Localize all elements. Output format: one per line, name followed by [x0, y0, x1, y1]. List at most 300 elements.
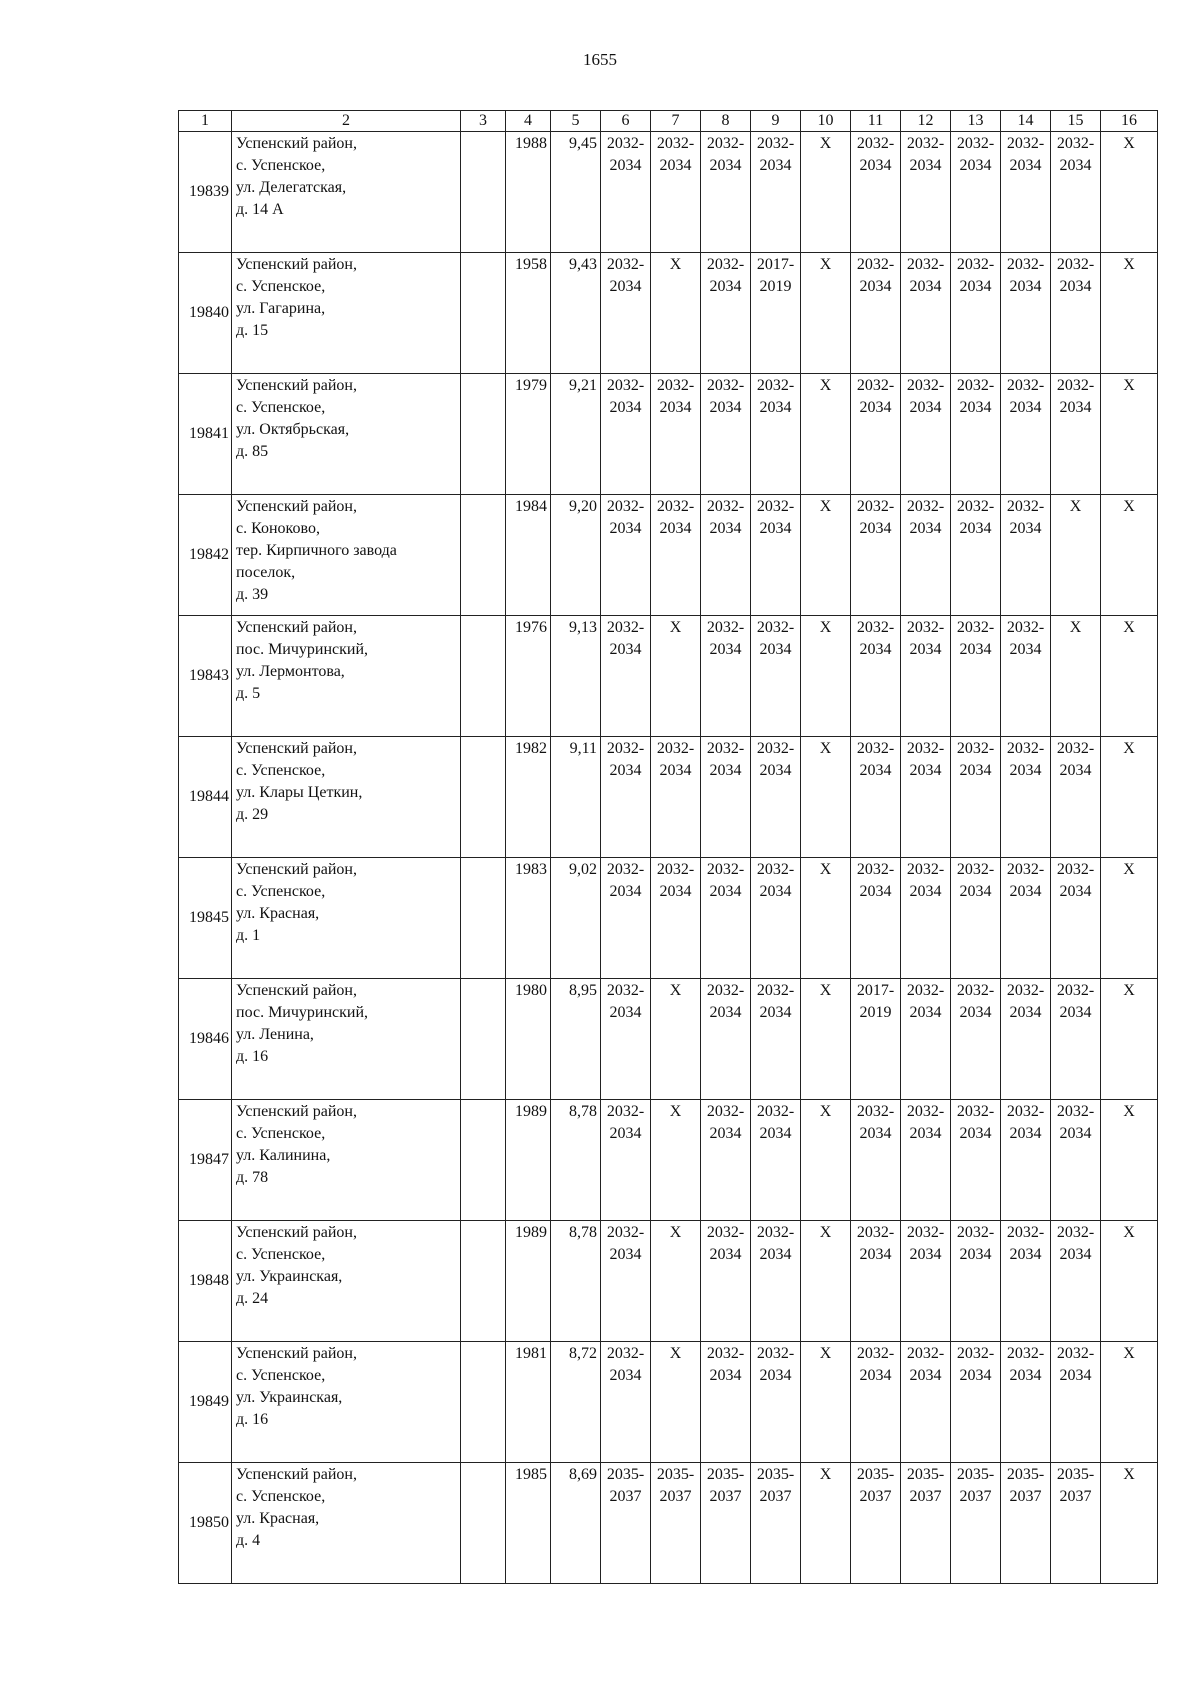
period-text: 2032-	[606, 1345, 645, 1362]
period-text: 2032-	[756, 619, 795, 636]
column-header-9: 9	[751, 111, 801, 132]
period-cell-col-6	[601, 374, 651, 495]
year-cell: 1985	[506, 1463, 551, 1584]
address-cell	[232, 1463, 461, 1584]
period-cell-col-9	[751, 253, 801, 374]
period-text: 2032-	[906, 982, 945, 999]
period-text: 2032-	[956, 377, 995, 394]
period-text: X	[1123, 982, 1135, 999]
period-text: 2037	[859, 1488, 892, 1505]
period-text: 2034	[1009, 1125, 1042, 1142]
column-3-cell	[461, 132, 506, 253]
period-text: 2032-	[956, 256, 995, 273]
period-cell-col-7	[651, 616, 701, 737]
address-cell	[232, 374, 461, 495]
address-line: ул. Красная,	[236, 905, 320, 922]
period-cell-col-15	[1051, 858, 1101, 979]
period-text: 2032-	[1006, 1103, 1045, 1120]
period-cell-col-10	[801, 374, 851, 495]
period-text: 2034	[1009, 1246, 1042, 1263]
housing-register-table	[178, 110, 1158, 1584]
period-cell-col-15	[1051, 737, 1101, 858]
column-header-14: 14	[1001, 111, 1051, 132]
period-cell-col-11	[851, 858, 901, 979]
value-cell: 9,02	[551, 858, 601, 979]
period-cell-col-16	[1101, 616, 1158, 737]
year-cell: 1981	[506, 1342, 551, 1463]
period-text: 2034	[859, 883, 892, 900]
address-line: Успенский район,	[236, 1466, 357, 1483]
period-cell-col-13	[951, 1342, 1001, 1463]
column-3-cell	[461, 1221, 506, 1342]
row-number: 19847	[179, 1100, 232, 1221]
period-text: X	[1069, 498, 1082, 515]
period-text: 2032-	[606, 861, 645, 878]
column-3-cell	[461, 1463, 506, 1584]
value-cell: 9,45	[551, 132, 601, 253]
period-cell-col-16	[1101, 1342, 1158, 1463]
value-cell: 9,20	[551, 495, 601, 616]
period-text: 2032-	[956, 619, 995, 636]
period-cell-col-16	[1101, 374, 1158, 495]
address-cell	[232, 616, 461, 737]
period-cell-col-13	[951, 737, 1001, 858]
period-cell-col-9	[751, 374, 801, 495]
period-cell-col-7	[651, 979, 701, 1100]
period-text: 2034	[959, 883, 992, 900]
period-text: 2032-	[756, 498, 795, 515]
period-cell-col-14	[1001, 495, 1051, 616]
period-text: 2034	[709, 762, 742, 779]
period-text: 2034	[609, 1367, 642, 1384]
period-text: 2032-	[606, 256, 645, 273]
period-cell-col-7	[651, 132, 701, 253]
period-cell-col-9	[751, 1100, 801, 1221]
period-text: 2034	[959, 641, 992, 658]
period-text: 2034	[1009, 641, 1042, 658]
period-text: X	[1123, 377, 1135, 394]
year-cell: 1988	[506, 132, 551, 253]
column-header-3: 3	[461, 111, 506, 132]
period-text: 2032-	[606, 1224, 645, 1241]
period-cell-col-8	[701, 132, 751, 253]
period-cell-col-10	[801, 616, 851, 737]
period-text: 2034	[1009, 1367, 1042, 1384]
period-text: 2034	[1059, 1367, 1092, 1384]
period-text: 2034	[609, 1125, 642, 1142]
period-text: 2032-	[1006, 861, 1045, 878]
period-text: X	[819, 1103, 832, 1120]
period-text: X	[819, 1345, 832, 1362]
period-text: 2032-	[906, 1224, 945, 1241]
period-text: 2034	[909, 520, 942, 537]
address-cell	[232, 1100, 461, 1221]
period-cell-col-8	[701, 374, 751, 495]
address-line: тер. Кирпичного завода	[236, 542, 397, 559]
address-line: с. Успенское,	[236, 1367, 326, 1384]
column-header-11: 11	[851, 111, 901, 132]
address-cell	[232, 495, 461, 616]
period-cell-col-16	[1101, 1100, 1158, 1221]
period-text: 2034	[709, 1125, 742, 1142]
period-text: 2032-	[856, 256, 895, 273]
period-text: 2034	[909, 641, 942, 658]
period-text: 2032-	[706, 982, 745, 999]
address-line: Успенский район,	[236, 1345, 357, 1362]
address-line: с. Успенское,	[236, 762, 326, 779]
period-text: 2032-	[756, 1224, 795, 1241]
address-line: Успенский район,	[236, 1224, 357, 1241]
table-row	[179, 1342, 1158, 1463]
period-cell-col-13	[951, 374, 1001, 495]
period-text: X	[1123, 256, 1135, 273]
period-cell-col-15	[1051, 1100, 1101, 1221]
period-cell-col-16	[1101, 495, 1158, 616]
period-cell-col-11	[851, 253, 901, 374]
period-text: X	[669, 1345, 682, 1362]
year-cell: 1979	[506, 374, 551, 495]
period-cell-col-14	[1001, 1100, 1051, 1221]
column-header-10: 10	[801, 111, 851, 132]
period-cell-col-15	[1051, 495, 1101, 616]
period-text: 2034	[859, 641, 892, 658]
period-text: X	[1123, 1466, 1135, 1483]
period-text: 2032-	[756, 1103, 795, 1120]
period-text: 2032-	[756, 982, 795, 999]
period-cell-col-9	[751, 616, 801, 737]
period-text: X	[1123, 498, 1135, 515]
period-text: 2034	[759, 157, 792, 174]
period-text: 2037	[709, 1488, 742, 1505]
period-text: 2034	[759, 1246, 792, 1263]
period-text: 2035-	[756, 1466, 795, 1483]
period-text: 2034	[1009, 278, 1042, 295]
period-text: 2032-	[1006, 498, 1045, 515]
period-cell-col-12	[901, 858, 951, 979]
period-text: 2034	[1009, 157, 1042, 174]
period-text: 2032-	[1006, 135, 1045, 152]
period-cell-col-15	[1051, 374, 1101, 495]
period-text: 2034	[1009, 762, 1042, 779]
period-cell-col-12	[901, 737, 951, 858]
period-cell-col-16	[1101, 132, 1158, 253]
period-cell-col-16	[1101, 1221, 1158, 1342]
period-text: 2032-	[1056, 1345, 1095, 1362]
period-cell-col-8	[701, 253, 751, 374]
period-cell-col-6	[601, 858, 651, 979]
period-text: 2034	[709, 1004, 742, 1021]
period-cell-col-12	[901, 253, 951, 374]
period-text: 2032-	[1056, 1224, 1095, 1241]
period-text: 2032-	[1056, 135, 1095, 152]
period-text: 2032-	[956, 498, 995, 515]
period-cell-col-15	[1051, 616, 1101, 737]
period-text: 2035-	[856, 1466, 895, 1483]
period-text: 2032-	[756, 377, 795, 394]
period-cell-col-13	[951, 495, 1001, 616]
period-text: 2032-	[706, 740, 745, 757]
column-3-cell	[461, 1100, 506, 1221]
address-line: д. 78	[236, 1169, 269, 1186]
period-text: X	[1123, 1345, 1135, 1362]
period-text: 2032-	[756, 1345, 795, 1362]
address-line: ул. Лермонтова,	[236, 663, 345, 680]
period-text: 2034	[1009, 399, 1042, 416]
period-text: 2032-	[906, 740, 945, 757]
period-text: 2034	[859, 1367, 892, 1384]
address-line: Успенский район,	[236, 256, 357, 273]
period-cell-col-9	[751, 1342, 801, 1463]
address-line: Успенский район,	[236, 377, 357, 394]
address-line: Успенский район,	[236, 1103, 357, 1120]
period-text: 2034	[859, 1246, 892, 1263]
period-text: 2032-	[956, 861, 995, 878]
period-text: 2019	[859, 1004, 892, 1021]
address-line: ул. Делегатская,	[236, 179, 347, 196]
table-row	[179, 858, 1158, 979]
table-row	[179, 132, 1158, 253]
period-text: 2034	[1059, 1004, 1092, 1021]
period-text: X	[1123, 740, 1135, 757]
period-text: 2034	[1009, 520, 1042, 537]
period-text: 2032-	[606, 619, 645, 636]
period-text: 2034	[609, 762, 642, 779]
address-cell	[232, 1221, 461, 1342]
period-text: 2017-	[756, 256, 795, 273]
table-row	[179, 495, 1158, 616]
period-text: 2034	[1059, 1125, 1092, 1142]
period-text: X	[1123, 1224, 1135, 1241]
period-cell-col-13	[951, 1221, 1001, 1342]
address-line: д. 29	[236, 806, 269, 823]
period-text: 2034	[1059, 883, 1092, 900]
address-line: с. Успенское,	[236, 278, 326, 295]
period-text: 2032-	[1006, 256, 1045, 273]
column-header-4: 4	[506, 111, 551, 132]
row-number: 19841	[179, 374, 232, 495]
period-cell-col-12	[901, 132, 951, 253]
period-cell-col-13	[951, 1100, 1001, 1221]
period-text: 2032-	[606, 740, 645, 757]
address-cell	[232, 1342, 461, 1463]
address-line: д. 15	[236, 322, 269, 339]
period-text: X	[1069, 619, 1082, 636]
period-text: 2037	[759, 1488, 792, 1505]
period-cell-col-14	[1001, 737, 1051, 858]
period-cell-col-11	[851, 1100, 901, 1221]
period-text: 2034	[959, 1004, 992, 1021]
period-text: 2032-	[906, 861, 945, 878]
period-cell-col-12	[901, 1342, 951, 1463]
period-text: 2032-	[906, 1103, 945, 1120]
period-text: 2032-	[1006, 377, 1045, 394]
table-row	[179, 616, 1158, 737]
period-text: X	[819, 740, 832, 757]
period-text: 2035-	[906, 1466, 945, 1483]
period-text: 2034	[709, 641, 742, 658]
period-cell-col-7	[651, 1100, 701, 1221]
row-number: 19849	[179, 1342, 232, 1463]
period-cell-col-14	[1001, 374, 1051, 495]
period-text: 2032-	[706, 861, 745, 878]
period-text: 2034	[1009, 1004, 1042, 1021]
period-text: 2034	[609, 1004, 642, 1021]
period-text: 2034	[909, 762, 942, 779]
value-cell: 8,72	[551, 1342, 601, 1463]
period-cell-col-13	[951, 1463, 1001, 1584]
column-3-cell	[461, 1342, 506, 1463]
period-cell-col-9	[751, 495, 801, 616]
period-cell-col-9	[751, 1463, 801, 1584]
period-text: 2034	[909, 278, 942, 295]
year-cell: 1983	[506, 858, 551, 979]
value-cell: 9,13	[551, 616, 601, 737]
period-text: 2032-	[606, 135, 645, 152]
period-text: 2032-	[656, 377, 695, 394]
period-text: 2032-	[706, 619, 745, 636]
address-line: ул. Украинская,	[236, 1389, 343, 1406]
period-cell-col-11	[851, 1221, 901, 1342]
address-line: Успенский район,	[236, 498, 357, 515]
address-line: с. Коноково,	[236, 520, 320, 537]
period-text: 2035-	[656, 1466, 695, 1483]
address-cell	[232, 858, 461, 979]
period-cell-col-10	[801, 1100, 851, 1221]
period-text: 2034	[909, 1367, 942, 1384]
period-cell-col-8	[701, 858, 751, 979]
address-line: с. Успенское,	[236, 157, 326, 174]
period-cell-col-10	[801, 1463, 851, 1584]
period-text: 2034	[959, 157, 992, 174]
period-cell-col-12	[901, 979, 951, 1100]
column-3-cell	[461, 858, 506, 979]
period-cell-col-7	[651, 1463, 701, 1584]
period-text: 2034	[959, 278, 992, 295]
period-text: 2032-	[956, 740, 995, 757]
address-line: д. 4	[236, 1532, 261, 1549]
period-text: 2037	[1059, 1488, 1092, 1505]
address-line: д. 16	[236, 1048, 269, 1065]
period-cell-col-10	[801, 1342, 851, 1463]
period-cell-col-11	[851, 737, 901, 858]
period-cell-col-7	[651, 858, 701, 979]
row-number: 19839	[179, 132, 232, 253]
period-text: 2034	[709, 278, 742, 295]
address-line: с. Успенское,	[236, 883, 326, 900]
period-cell-col-12	[901, 616, 951, 737]
table-row	[179, 1463, 1158, 1584]
period-text: X	[819, 1466, 832, 1483]
period-text: 2034	[909, 1004, 942, 1021]
period-text: 2032-	[856, 377, 895, 394]
period-text: 2032-	[956, 1224, 995, 1241]
year-cell: 1958	[506, 253, 551, 374]
period-text: X	[669, 1103, 682, 1120]
period-text: 2032-	[656, 498, 695, 515]
table-row	[179, 1221, 1158, 1342]
period-cell-col-14	[1001, 1342, 1051, 1463]
value-cell: 9,21	[551, 374, 601, 495]
period-text: 2032-	[856, 498, 895, 515]
period-text: 2032-	[1056, 982, 1095, 999]
period-cell-col-14	[1001, 132, 1051, 253]
period-cell-col-8	[701, 1221, 751, 1342]
address-cell	[232, 253, 461, 374]
period-cell-col-16	[1101, 979, 1158, 1100]
period-text: X	[819, 861, 832, 878]
period-cell-col-11	[851, 495, 901, 616]
period-text: 2032-	[706, 498, 745, 515]
period-text: 2034	[1009, 883, 1042, 900]
address-line: д. 24	[236, 1290, 269, 1307]
value-cell: 8,69	[551, 1463, 601, 1584]
column-3-cell	[461, 737, 506, 858]
column-header-15: 15	[1051, 111, 1101, 132]
period-cell-col-6	[601, 132, 651, 253]
period-cell-col-6	[601, 1100, 651, 1221]
period-text: 2034	[959, 1125, 992, 1142]
period-text: 2032-	[1056, 256, 1095, 273]
period-text: 2035-	[706, 1466, 745, 1483]
address-line: д. 1	[236, 927, 261, 944]
period-text: 2032-	[706, 1103, 745, 1120]
row-number: 19848	[179, 1221, 232, 1342]
period-cell-col-8	[701, 1463, 751, 1584]
period-cell-col-8	[701, 1342, 751, 1463]
period-text: X	[819, 1224, 832, 1241]
period-text: 2032-	[1056, 377, 1095, 394]
period-text: X	[1123, 861, 1135, 878]
period-text: 2032-	[956, 1103, 995, 1120]
period-text: X	[1123, 619, 1135, 636]
period-cell-col-16	[1101, 1463, 1158, 1584]
year-cell: 1989	[506, 1221, 551, 1342]
year-cell: 1982	[506, 737, 551, 858]
period-text: 2032-	[906, 1345, 945, 1362]
period-cell-col-9	[751, 979, 801, 1100]
address-cell	[232, 737, 461, 858]
period-text: 2034	[609, 1246, 642, 1263]
column-header-1: 1	[179, 111, 232, 132]
address-line: Успенский район,	[236, 135, 357, 152]
period-text: 2034	[859, 399, 892, 416]
period-text: X	[819, 619, 832, 636]
value-cell: 8,78	[551, 1100, 601, 1221]
period-text: 2037	[959, 1488, 992, 1505]
period-text: 2032-	[706, 1345, 745, 1362]
address-line: поселок,	[236, 564, 296, 581]
table-row	[179, 737, 1158, 858]
period-text: 2034	[759, 1125, 792, 1142]
period-text: 2035-	[956, 1466, 995, 1483]
period-text: 2032-	[856, 861, 895, 878]
period-text: 2032-	[756, 861, 795, 878]
period-text: 2019	[759, 278, 792, 295]
column-header-2: 2	[232, 111, 461, 132]
period-cell-col-10	[801, 858, 851, 979]
period-cell-col-6	[601, 979, 651, 1100]
period-cell-col-12	[901, 1100, 951, 1221]
period-text: 2032-	[906, 256, 945, 273]
period-cell-col-11	[851, 374, 901, 495]
period-text: 2034	[1059, 762, 1092, 779]
address-line: Успенский район,	[236, 861, 357, 878]
period-text: 2032-	[1056, 1103, 1095, 1120]
period-cell-col-7	[651, 253, 701, 374]
period-text: 2032-	[1006, 1224, 1045, 1241]
period-cell-col-7	[651, 1221, 701, 1342]
period-text: X	[669, 619, 682, 636]
